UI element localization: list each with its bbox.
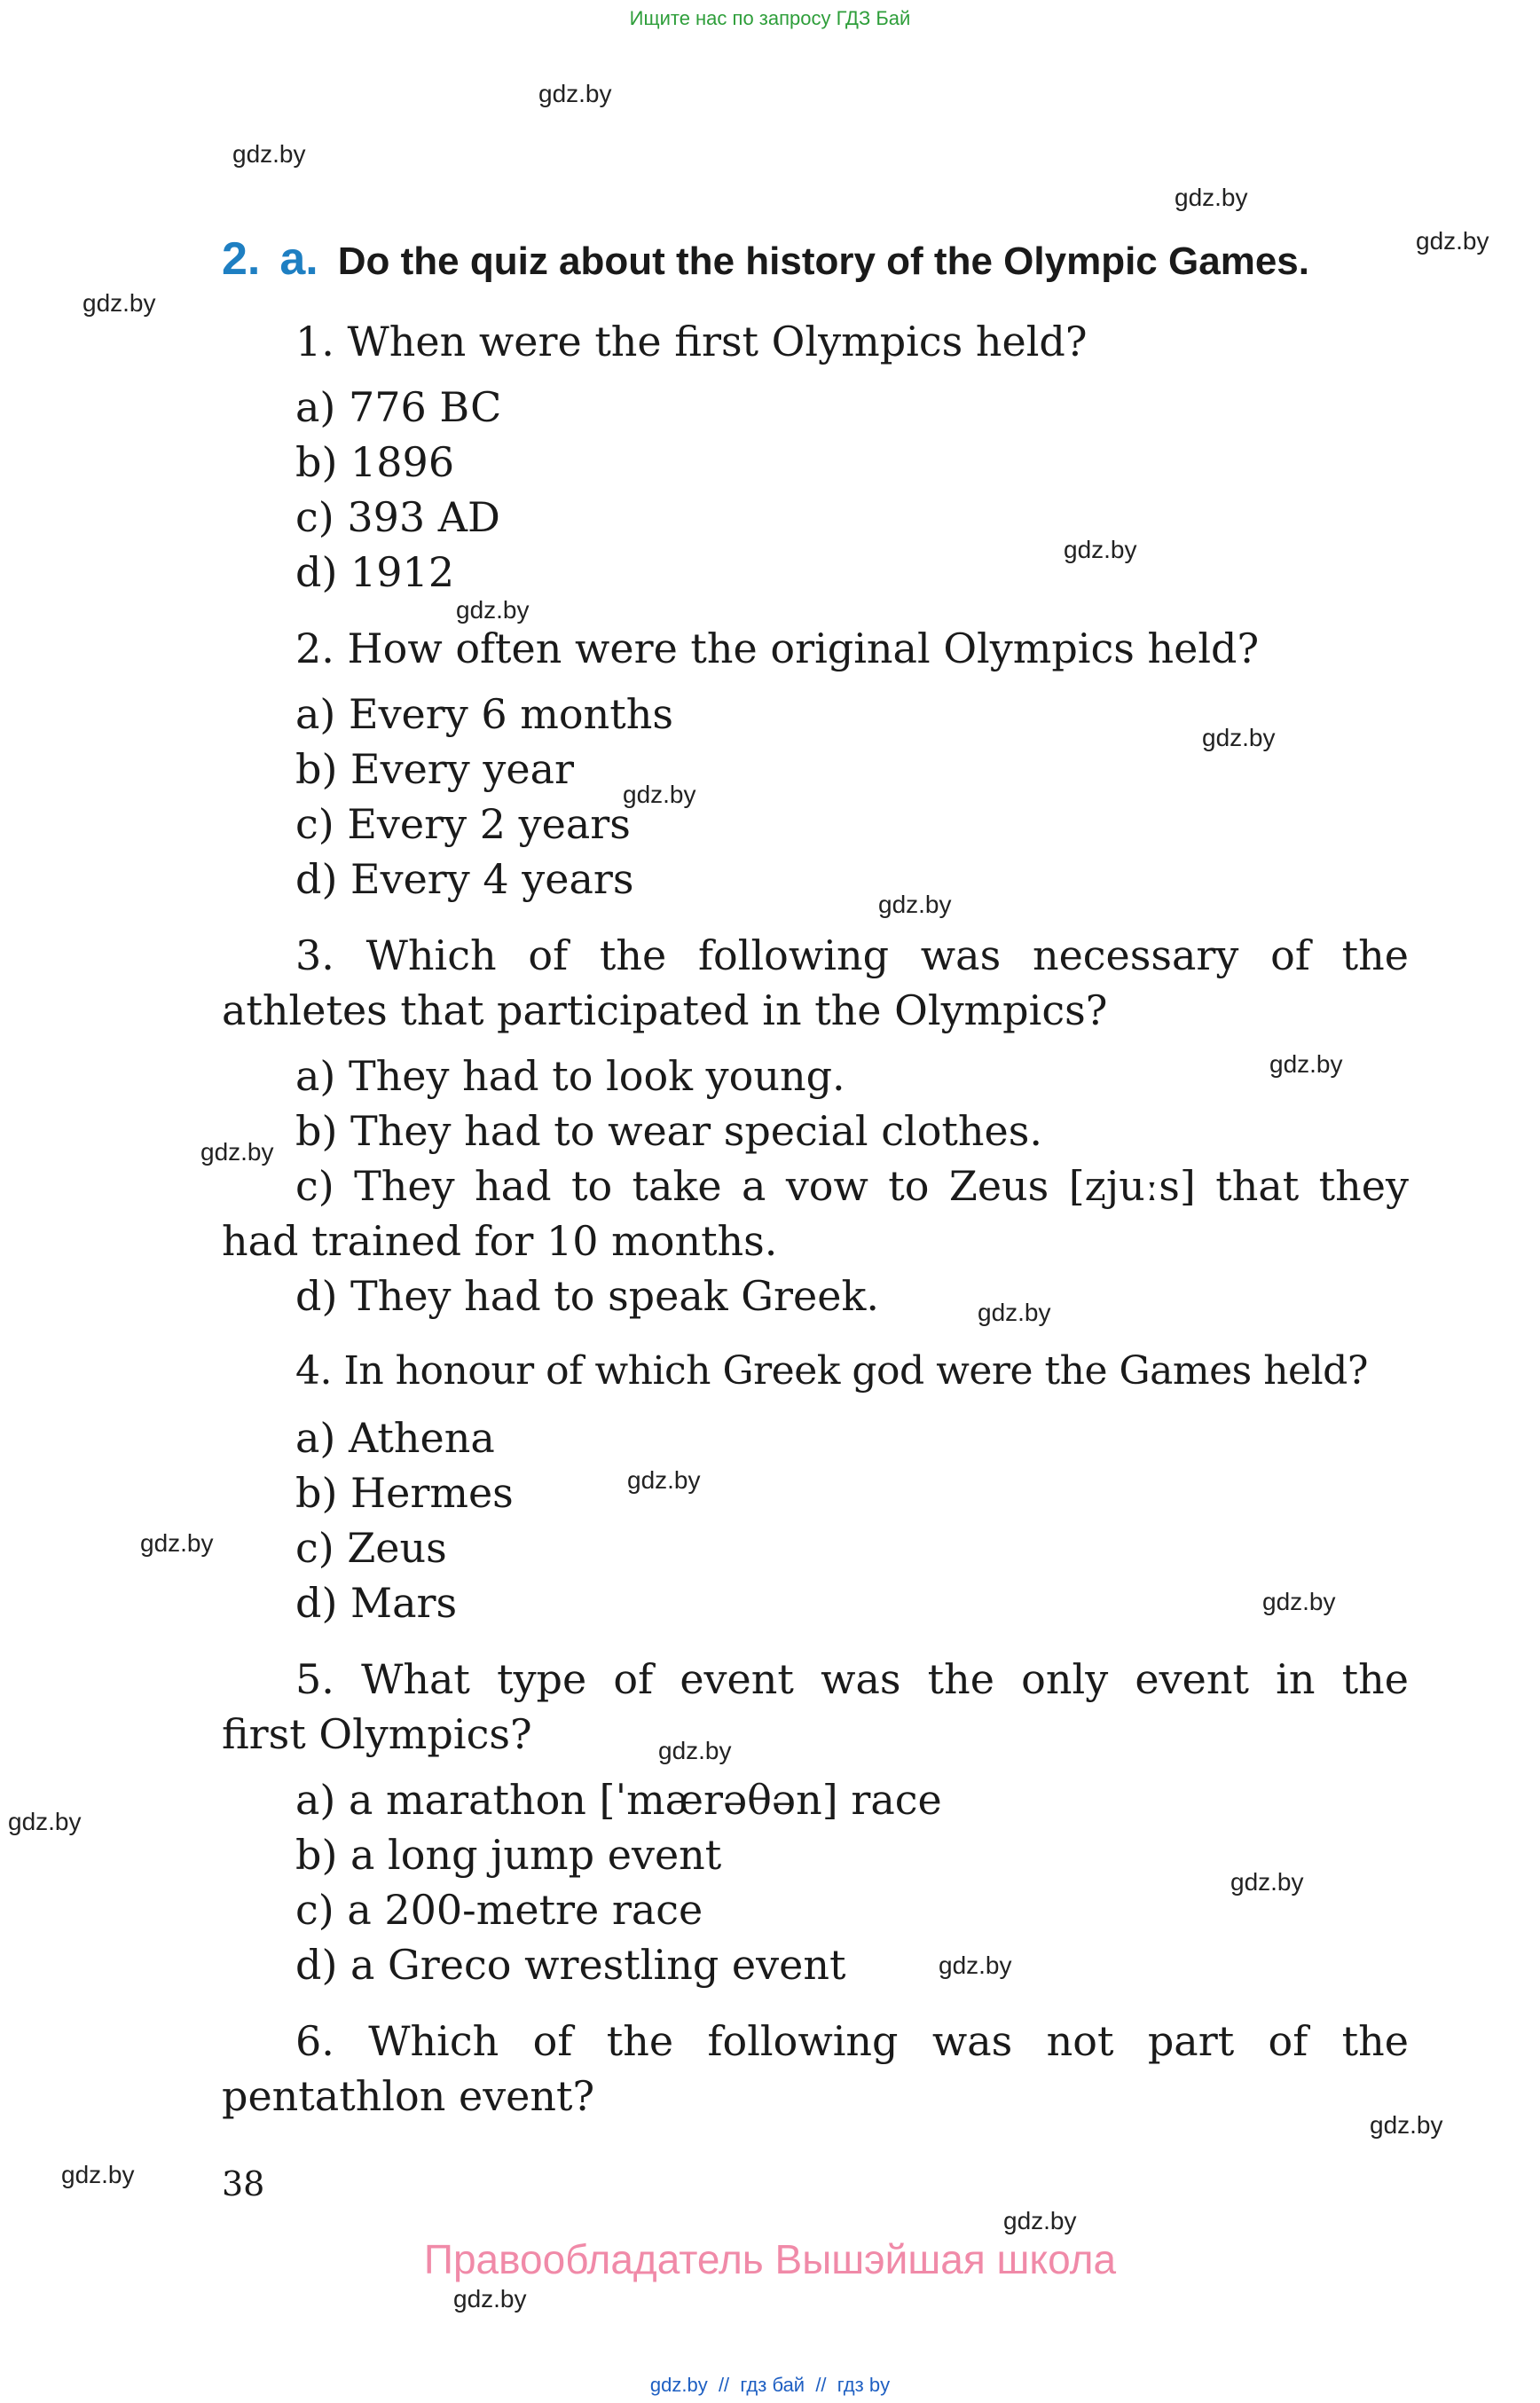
watermark: gdz.by (8, 1808, 82, 1835)
watermark: gdz.by (939, 1951, 1012, 1979)
exercise-heading (222, 232, 1309, 286)
question-3-cont: athletes that participated in the Olympics? (222, 986, 1108, 1034)
watermark: gdz.by (623, 781, 696, 808)
option-cont: had trained for 10 months. (222, 1217, 778, 1265)
question-6-cont: pentathlon event? (222, 2072, 595, 2120)
watermark: gdz.by (1175, 184, 1248, 211)
option: a) 776 BC (295, 383, 502, 431)
watermark: gdz.by (456, 596, 530, 624)
option: d) 1912 (295, 548, 455, 596)
question-2: 2. How often were the original Olympics held? (295, 624, 1260, 672)
question-3: 3. Which of the following was necessary of the (295, 931, 1409, 979)
watermark: gdz.by (82, 289, 156, 317)
rights-holder: Правообладатель Вышэйшая школа (423, 2236, 1117, 2282)
option: b) They had to wear special clothes. (295, 1107, 1042, 1155)
watermark: gdz.by (1202, 724, 1276, 751)
option: b) Every year (295, 745, 575, 793)
option: b) 1896 (295, 438, 455, 486)
watermark: gdz.by (1416, 227, 1489, 255)
watermark: gdz.by (538, 80, 612, 107)
question-6: 6. Which of the following was not part of the (295, 2017, 1409, 2065)
exercise-number: 2. (222, 233, 261, 285)
option: c) 393 AD (295, 493, 500, 541)
option: b) Hermes (295, 1469, 514, 1517)
question-5-cont: first Olympics? (222, 1710, 532, 1758)
exercise-letter: a. (279, 233, 318, 285)
watermark: gdz.by (978, 1299, 1051, 1326)
watermark: gdz.by (140, 1529, 214, 1557)
watermark: gdz.by (1003, 2207, 1077, 2234)
option: a) a marathon [ˈmærəθən] race (295, 1776, 942, 1824)
watermark: gdz.by (658, 1737, 732, 1764)
watermark: gdz.by (200, 1138, 274, 1166)
option: c) a 200-metre race (295, 1886, 703, 1934)
option: c) Every 2 years (295, 800, 631, 848)
page-number: 38 (222, 2164, 265, 2203)
option: a) Every 6 months (295, 690, 673, 738)
option: b) a long jump event (295, 1831, 722, 1879)
exercise-title: Do the quiz about the history of the Olympic Games. (337, 240, 1309, 283)
option: d) Mars (295, 1579, 458, 1627)
watermark: gdz.by (878, 891, 952, 918)
watermark: gdz.by (1230, 1868, 1304, 1896)
option: d) a Greco wrestling event (295, 1941, 846, 1989)
option: c) They had to take a vow to Zeus [zjuːs] that they (295, 1162, 1409, 1210)
watermark: gdz.by (1370, 2111, 1443, 2139)
question-5: 5. What type of event was the only event in the (295, 1655, 1409, 1703)
option: c) Zeus (295, 1524, 447, 1572)
watermark: gdz.by (627, 1466, 701, 1494)
question-1: 1. When were the first Olympics held? (295, 318, 1088, 365)
option: d) They had to speak Greek. (295, 1272, 879, 1320)
watermark: gdz.by (453, 2285, 527, 2313)
option: d) Every 4 years (295, 855, 634, 903)
watermark: gdz.by (61, 2161, 135, 2188)
watermark: gdz.by (1269, 1050, 1343, 1078)
option: a) Athena (295, 1414, 495, 1462)
bottom-banner: gdz.by // гдз бай // гдз by (649, 2374, 891, 2396)
option: a) They had to look young. (295, 1052, 845, 1100)
watermark: gdz.by (1262, 1588, 1336, 1615)
top-banner: Ищите нас по запросу ГДЗ Бай (629, 7, 911, 29)
question-4: 4. In honour of which Greek god were the Games held? (295, 1348, 1368, 1394)
watermark: gdz.by (1064, 536, 1137, 563)
watermark: gdz.by (232, 140, 306, 168)
